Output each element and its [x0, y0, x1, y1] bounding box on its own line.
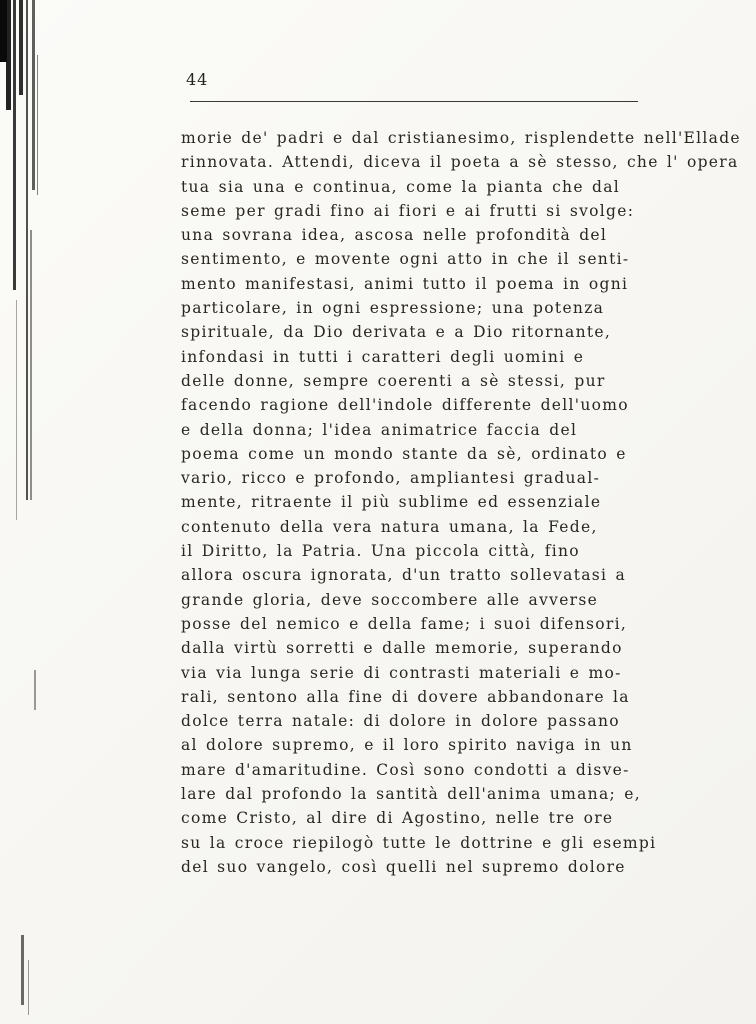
text-line: infondasi in tutti i caratteri degli uomini e [181, 347, 585, 366]
text-line: sentimento, e movente ogni atto in che il senti- [181, 250, 630, 269]
text-line: lare dal profondo la santità dell'anima umana; e, [181, 785, 641, 804]
text-line: tua sia una e continua, come la pianta che dal [181, 177, 621, 196]
text-line: contenuto della vera natura umana, la Fede, [181, 517, 598, 536]
text-line: al dolore supremo, e il loro spirito naviga in un [181, 736, 633, 755]
text-line: e della donna; l'idea animatrice faccia del [181, 420, 578, 439]
text-line: mente, ritraente il più sublime ed essenziale [181, 493, 602, 512]
text-line: dolce terra natale: di dolore in dolore passano [181, 712, 620, 731]
body-text-block [181, 126, 741, 879]
text-line: allora oscura ignorata, d'un tratto sollevatasi a [181, 566, 627, 585]
text-line: come Cristo, al dire di Agostino, nelle tre ore [181, 809, 614, 828]
text-line: spirituale, da Dio derivata e a Dio ritornante, [181, 323, 612, 342]
text-line: dalla virtù sorretti e dalle memorie, superando [181, 639, 623, 658]
text-line: facendo ragione dell'indole differente dell'uomo [181, 396, 629, 415]
header-rule [190, 101, 638, 102]
text-line: una sovrana idea, ascosa nelle profondità del [181, 226, 608, 245]
text-line: seme per gradi fino ai fiori e ai frutti si svolge: [181, 201, 635, 220]
text-line: particolare, in ogni espressione; una potenza [181, 299, 605, 318]
text-line: su la croce riepilogò tutte le dottrine e gli esempi [181, 833, 657, 852]
text-line: posse del nemico e della fame; i suoi difensori, [181, 614, 628, 633]
text-line: morie de' padri e dal cristianesimo, risplendette nell'Ellade [181, 129, 741, 147]
text-line: poema come un mondo stante da sè, ordinato e [181, 444, 627, 463]
text-line: delle donne, sempre coerenti a sè stessi, pur [181, 371, 606, 390]
text-line: rinnovata. Attendi, diceva il poeta a sè stesso, che l' opera [181, 153, 739, 172]
text-line: il Diritto, la Patria. Una piccola città, fino [181, 542, 580, 561]
text-line: via via lunga serie di contrasti materiali e mo- [181, 663, 622, 682]
text-line: mento manifestasi, animi tutto il poema in ogni [181, 274, 629, 293]
text-line: mare d'amaritudine. Così sono condotti a disve- [181, 760, 630, 779]
text-line: grande gloria, deve soccombere alle avverse [181, 590, 599, 609]
text-line: vario, ricco e profondo, ampliantesi gradual- [181, 469, 601, 488]
text-line: rali, sentono alla fine di dovere abbandonare la [181, 687, 630, 706]
page-number: 44 [186, 70, 209, 89]
text-line: del suo vangelo, così quelli nel supremo dolore [181, 857, 626, 876]
